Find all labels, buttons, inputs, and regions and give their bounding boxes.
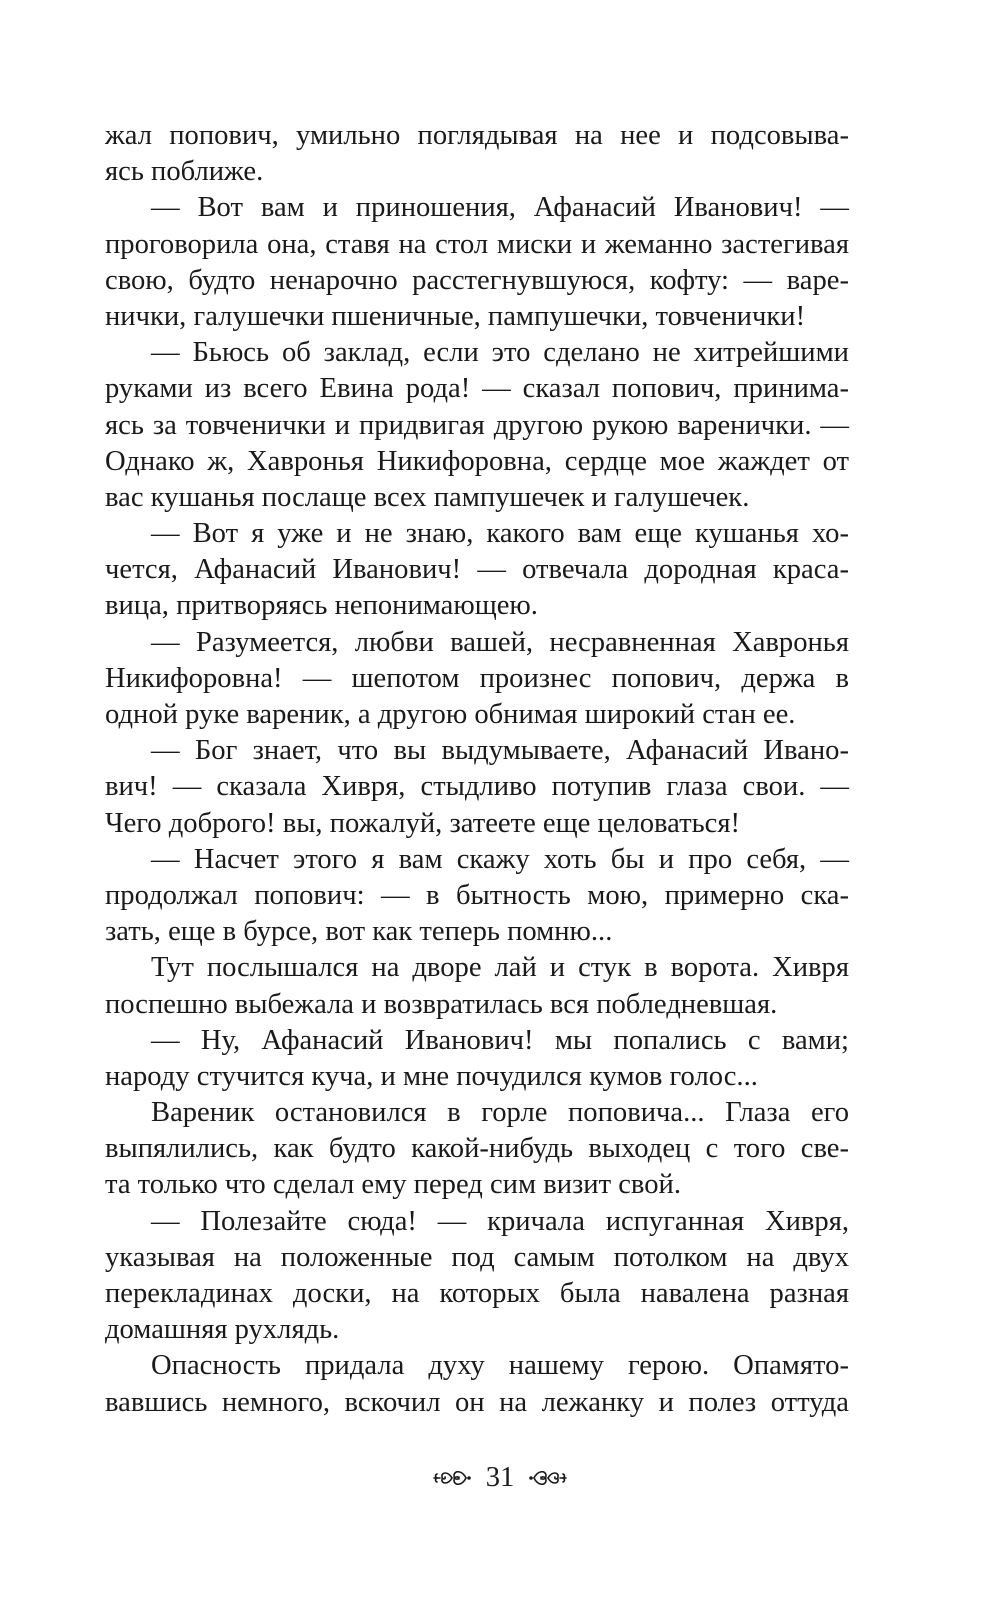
text-line: вица, притворяясь непонимающею. [105,590,538,622]
text-line: — Вот я уже и не знаю, какого вам еще кушанья хо- [151,518,849,550]
text-line: указывая на положенные под самым потолком на двух [105,1241,849,1273]
text-line: выпялились, как будто какой-нибудь выходец с того све- [105,1133,849,1165]
text-line: — Разумеется, любви вашей, несравненная Хавронья [151,626,849,658]
text-line: поспешно выбежала и возвратилась вся побледневшая. [105,988,778,1020]
text-line: свою, будто ненарочно расстегнувшуюся, кофту: — варе- [105,264,849,296]
text-line: Опасность придала духу нашему герою. Опамято- [151,1350,849,1382]
text-line: нички, галушечки пшеничные, пампушечки, товченички! [105,300,806,332]
text-line: продолжал попович: — в бытность мою, примерно ска- [105,879,849,911]
text-line: народу стучится куча, и мне почудился кумов голос... [105,1060,758,1092]
text-line: Тут послышался на дворе лай и стук в ворота. Хивря [151,952,849,984]
text-line: проговорила она, ставя на стол миски и жеманно застегивая [105,228,849,260]
text-line: — Вот вам и приношения, Афанасий Иванович! — [151,192,849,224]
text-line: домашняя рухлядь. [105,1314,340,1346]
text-line: — Полезайте сюда! — кричала испуганная Хивря, [151,1205,849,1237]
text-line: та только что сделал ему перед сим визит свой. [105,1169,681,1201]
text-line: одной руке вареник, а другою обнимая широкий стан ее. [105,699,796,730]
text-line: — Бог знает, что вы выдумываете, Афанасий Ивано- [151,735,849,767]
text-line: Вареник остановился в горле поповича... Глаза его [151,1097,849,1129]
text-line: руками из всего Евина рода! — сказал попович, принима- [105,373,849,405]
text-line: — Ну, Афанасий Иванович! мы попались с вами; [151,1024,849,1056]
text-line: жал попович, умильно поглядывая на нее и подсовыва- [105,120,849,151]
text-line: Чего доброго! вы, пожалуй, затеете еще целоваться! [105,807,741,839]
text-line: — Бьюсь об заклад, если это сделано не хитрейшими [151,337,849,369]
page-number: 31 [485,1462,515,1493]
text-line: вас кушанья послаще всех пампушечек и галушечек. [105,481,750,513]
text-line: вич! — сказала Хивря, стыдливо потупив глаза свои. — [105,771,849,803]
text-line: перекладинах доски, на которых была навалена разная [105,1278,849,1309]
text-line: вавшись немного, вскочил он на лежанку и полез оттуда [105,1386,849,1418]
page-footer [0,1458,1000,1498]
text-line: Никифоровна! — шепотом произнес попович, держа в [105,662,849,694]
page-text [105,118,849,1421]
right-floral-ornament-icon [528,1465,568,1491]
text-line: зать, еще в бурсе, вот как теперь помню... [105,916,613,948]
left-floral-ornament-icon [432,1465,472,1491]
text-line: — Насчет этого я вам скажу хоть бы и про себя, — [151,843,849,875]
text-line: чется, Афанасий Иванович! — отвечала дородная краса- [105,554,849,586]
text-line: ясь за товченички и придвигая другою рукою варенички. — [105,409,849,441]
text-line: ясь поближе. [105,156,264,188]
text-line: Однако ж, Хавронья Никифоровна, сердце мое жаждет от [105,445,849,477]
